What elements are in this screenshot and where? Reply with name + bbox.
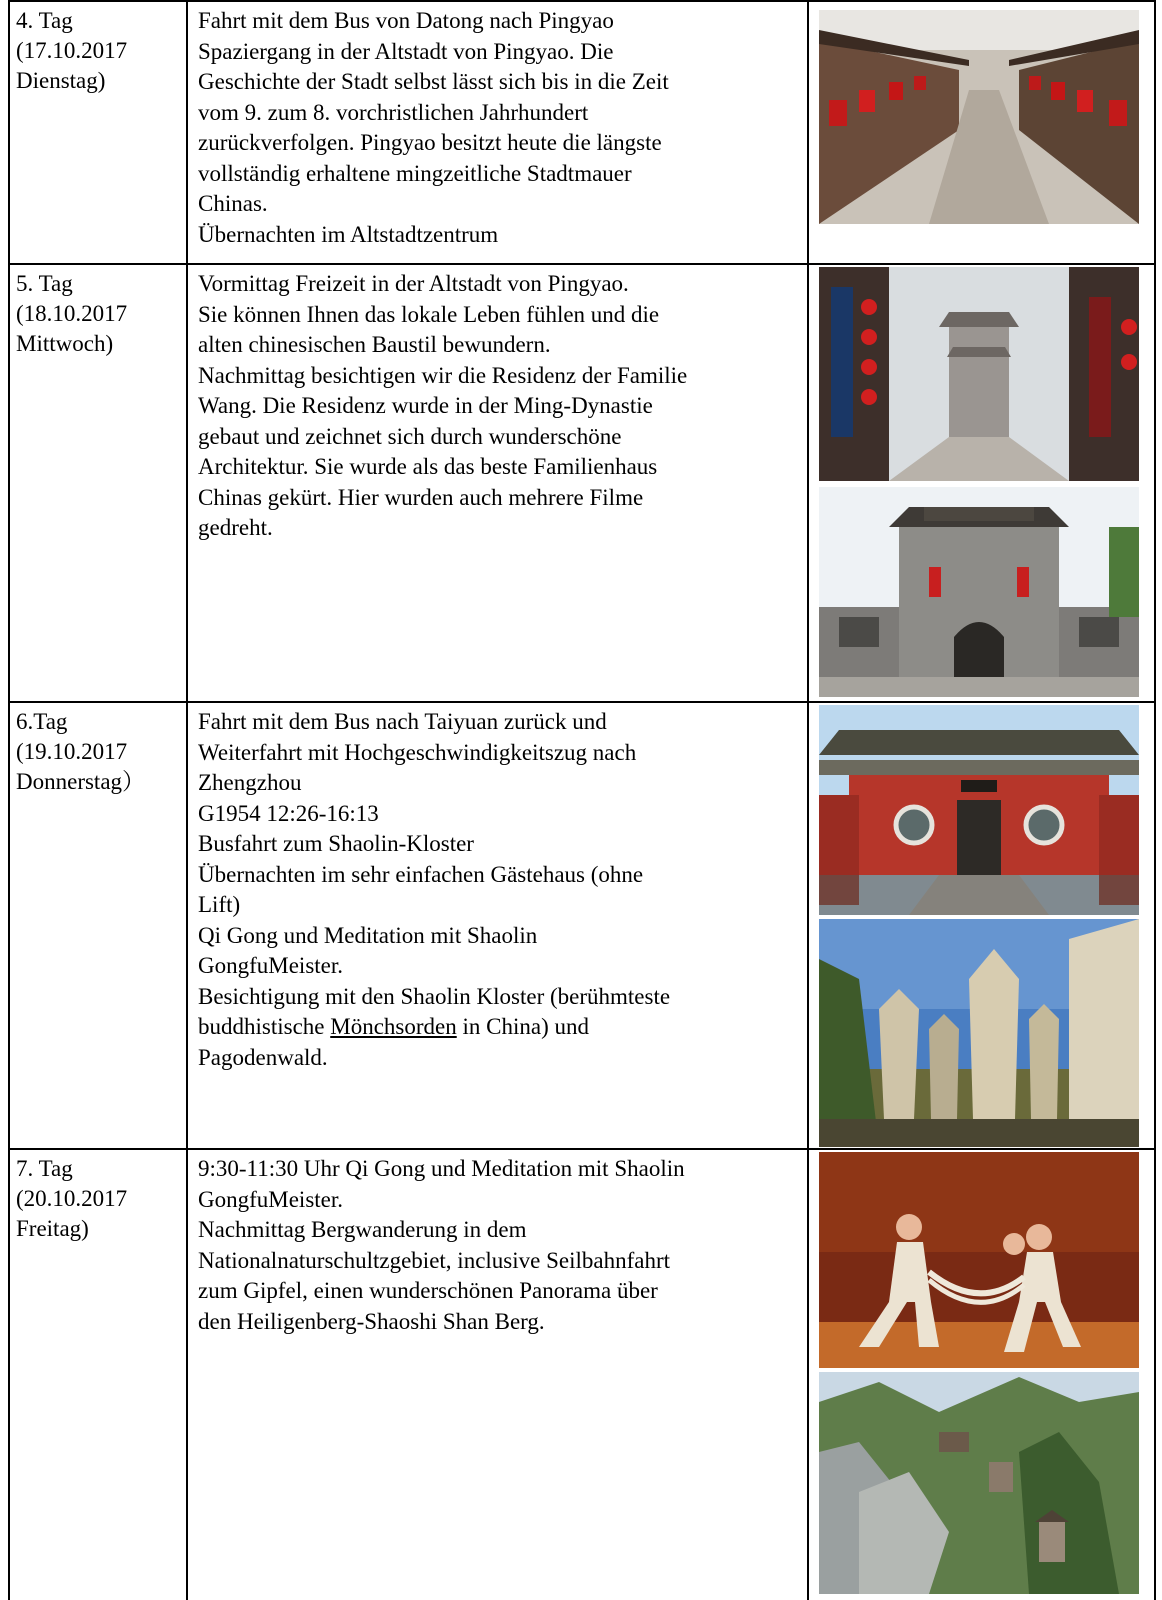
table-row [9, 702, 1155, 1149]
description-line: Chinas gekürt. Hier wurden auch mehrere Filme [198, 484, 644, 510]
description-line: zurückverfolgen. Pingyao besitzt heute die längste [198, 130, 662, 155]
day-date: (17.10.2017 [16, 38, 128, 63]
pagoda-forest-photo [819, 919, 1139, 1147]
pingyao-tower-photo [819, 267, 1139, 481]
table-row [9, 264, 1155, 702]
description-line: Wang. Die Residenz wurde in der Ming-Dynastie [198, 393, 653, 418]
description-line: Fahrt mit dem Bus nach Taiyuan zurück und [198, 709, 607, 734]
day-cell [9, 1149, 187, 1600]
wang-residence-gate-photo [819, 487, 1139, 697]
description-line: Nachmittag Bergwanderung in dem [198, 1217, 527, 1242]
description-line: Übernachten im Altstadtzentrum [198, 221, 499, 247]
description-line: Übernachten im sehr einfachen Gästehaus (ohne [198, 861, 644, 887]
shaoshi-mountain-photo [819, 1372, 1139, 1594]
photo-cell [808, 702, 1155, 1149]
underlined-term: Mönchsorden [330, 1014, 457, 1039]
photo-cell [808, 1149, 1155, 1600]
description-line [198, 1012, 801, 1043]
description-line: Chinas. [198, 191, 268, 216]
description-line: Nachmittag besichtigen wir die Residenz der Familie [198, 362, 688, 388]
description-text: buddhistische [198, 1014, 331, 1039]
description-line: Lift) [198, 892, 241, 917]
description-line: gedreht. [198, 515, 273, 540]
day-cell [9, 702, 187, 1149]
description-line: Vormittag Freizeit in der Altstadt von Pingyao. [198, 271, 629, 296]
day-weekday: Mittwoch) [16, 331, 114, 356]
description-line: GongfuMeister. [198, 953, 344, 978]
description-text: in China) und [456, 1014, 589, 1039]
description-line: Weiterfahrt mit Hochgeschwindigkeitszug nach [198, 739, 637, 765]
day-weekday: Dienstag) [16, 68, 106, 93]
description-line: Zhengzhou [198, 770, 302, 795]
description-line: Spaziergang in der Altstadt von Pingyao. Die [198, 38, 614, 64]
pingyao-street-photo [819, 10, 1139, 224]
description-line: Qi Gong und Meditation mit Shaolin [198, 922, 538, 948]
table-row [9, 1149, 1155, 1600]
description-line: zum Gipfel, einen wunderschönen Panorama über [198, 1278, 658, 1303]
photo-cell [808, 1, 1155, 264]
photo-cell [808, 264, 1155, 702]
description-line: alten chinesischen Baustil bewundern. [198, 332, 551, 357]
description-line: 9:30-11:30 Uhr Qi Gong und Meditation mit Shaolin [198, 1156, 685, 1181]
shaolin-monks-photo [819, 1152, 1139, 1368]
description-line: Nationalnaturschultzgebiet, inclusive Seilbahnfahrt [198, 1247, 670, 1273]
itinerary-table [8, 0, 1156, 1600]
description-line: Sie können Ihnen das lokale Leben fühlen und die [198, 301, 660, 327]
description-line: Architektur. Sie wurde als das beste Familienhaus [198, 454, 658, 479]
day-date: (20.10.2017 [16, 1186, 128, 1211]
description-cell [187, 1, 808, 264]
description-cell [187, 702, 808, 1149]
description-line: gebaut und zeichnet sich durch wunderschöne [198, 423, 622, 449]
day-cell [9, 264, 187, 702]
description-line: vollständig erhaltene mingzeitliche Stadtmauer [198, 160, 632, 186]
day-date: (18.10.2017 [16, 301, 128, 326]
day-date: (19.10.2017 [16, 739, 128, 764]
description-line: vom 9. zum 8. vorchristlichen Jahrhundert [198, 99, 589, 125]
table-row [9, 1, 1155, 264]
description-line: GongfuMeister. [198, 1186, 344, 1212]
description-line: den Heiligenberg-Shaoshi Shan Berg. [198, 1308, 545, 1334]
day-weekday: Freitag) [16, 1216, 89, 1241]
description-line: G1954 12:26-16:13 [198, 800, 379, 826]
description-line: Busfahrt zum Shaolin-Kloster [198, 831, 474, 856]
description-line: Geschichte der Stadt selbst lässt sich bis in die Zeit [198, 69, 669, 94]
day-label: 6.Tag [16, 709, 68, 734]
description-line: Fahrt mit dem Bus von Datong nach Pingyao [198, 8, 614, 33]
description-cell [187, 264, 808, 702]
shaolin-temple-photo [819, 705, 1139, 915]
description-line: Besichtigung mit den Shaolin Kloster (berühmteste [198, 983, 671, 1009]
day-label: 7. Tag [16, 1156, 73, 1181]
description-cell [187, 1149, 808, 1600]
description-line: Pagodenwald. [198, 1044, 328, 1070]
day-weekday: Donnerstag） [16, 769, 146, 794]
day-cell [9, 1, 187, 264]
day-label: 5. Tag [16, 271, 73, 296]
day-label: 4. Tag [16, 8, 73, 33]
